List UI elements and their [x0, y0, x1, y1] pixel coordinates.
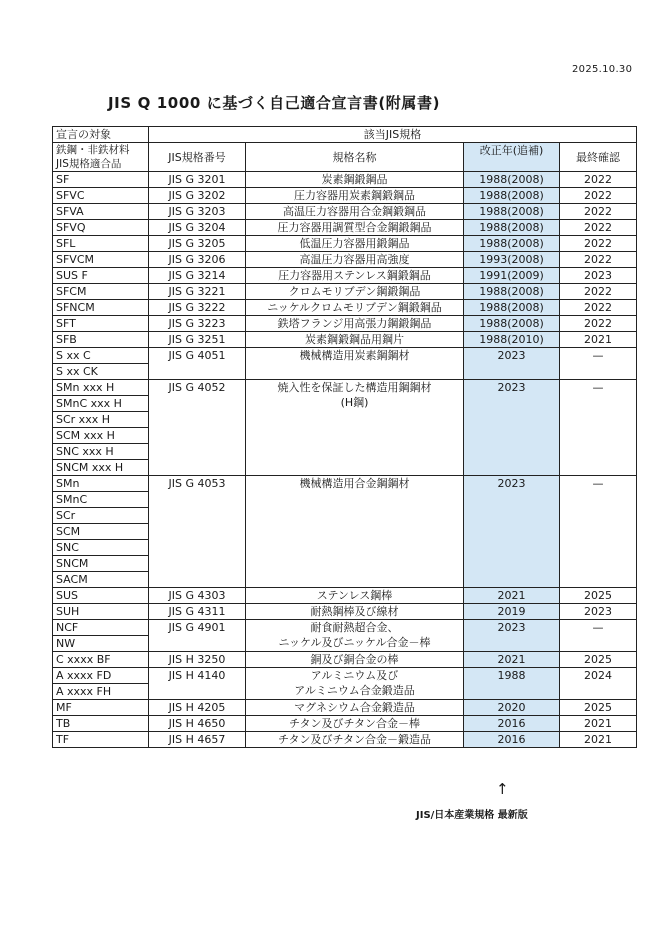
- material-designation: SNC xxx H: [53, 444, 149, 460]
- table-row: [53, 380, 637, 396]
- standard-name: [246, 172, 464, 188]
- standard-name-line: (H鋼): [340, 396, 369, 409]
- standard-name-line: 炭素鋼鍛鋼品: [321, 173, 388, 186]
- last-confirmed-year: 2022: [560, 204, 637, 220]
- standard-name-line: 圧力容器用炭素鋼鍛鋼品: [294, 189, 415, 202]
- last-confirmed-year: 2022: [560, 300, 637, 316]
- header-category-line2: JIS規格適合品: [56, 158, 122, 170]
- last-confirmed-year: 2024: [560, 668, 637, 700]
- standard-name: [246, 188, 464, 204]
- header-row-top: [53, 127, 637, 143]
- table-row: [53, 700, 637, 716]
- revision-year: 2016: [464, 732, 560, 748]
- standard-name: [246, 284, 464, 300]
- material-designation: TB: [53, 716, 149, 732]
- standard-name-line: 炭素鋼鍛鋼品用鋼片: [305, 333, 404, 346]
- jis-number: JIS H 4140: [149, 668, 246, 700]
- revision-year: 1988: [464, 668, 560, 700]
- last-confirmed-year: —: [560, 348, 637, 380]
- standard-name-line: ニッケルクロムモリブデン鋼鍛鋼品: [267, 301, 442, 314]
- header-object: 宣言の対象: [53, 127, 149, 143]
- material-designation: S xx CK: [53, 364, 149, 380]
- standard-name-line: 圧力容器用調質型合金鋼鍛鋼品: [277, 221, 432, 234]
- last-confirmed-year: 2022: [560, 252, 637, 268]
- jis-number: JIS G 3203: [149, 204, 246, 220]
- material-designation: SNCM: [53, 556, 149, 572]
- revision-year: 2023: [464, 348, 560, 380]
- table-row: [53, 476, 637, 492]
- standard-name: [246, 348, 464, 380]
- revision-year: 2023: [464, 620, 560, 652]
- revision-year: 1988(2008): [464, 316, 560, 332]
- standard-name: [246, 700, 464, 716]
- last-confirmed-year: 2022: [560, 316, 637, 332]
- jis-number: JIS G 4303: [149, 588, 246, 604]
- table-row: [53, 652, 637, 668]
- material-designation: SUS F: [53, 268, 149, 284]
- header-applicable-jis: 該当JIS規格: [149, 127, 637, 143]
- table-row: [53, 316, 637, 332]
- revision-year: 1991(2009): [464, 268, 560, 284]
- table-row: [53, 172, 637, 188]
- last-confirmed-year: —: [560, 476, 637, 588]
- table-row: [53, 716, 637, 732]
- standard-name: [246, 716, 464, 732]
- last-confirmed-year: 2021: [560, 332, 637, 348]
- jis-number: JIS G 3251: [149, 332, 246, 348]
- revision-year: 1988(2008): [464, 284, 560, 300]
- material-designation: SUH: [53, 604, 149, 620]
- standard-name: [246, 268, 464, 284]
- material-designation: TF: [53, 732, 149, 748]
- revision-year: 2016: [464, 716, 560, 732]
- material-designation: SCr: [53, 508, 149, 524]
- jis-number: JIS H 4657: [149, 732, 246, 748]
- table-row: [53, 300, 637, 316]
- standard-name-line: クロムモリブデン鋼鍛鋼品: [288, 285, 421, 298]
- jis-number: JIS G 3201: [149, 172, 246, 188]
- table-row: [53, 604, 637, 620]
- material-designation: MF: [53, 700, 149, 716]
- material-designation: SFVCM: [53, 252, 149, 268]
- material-designation: SCM: [53, 524, 149, 540]
- material-designation: SFB: [53, 332, 149, 348]
- header-revision-year: 改正年(追補): [464, 143, 560, 172]
- standard-name: [246, 204, 464, 220]
- header-row: [53, 143, 637, 172]
- standard-name-line: 鉄塔フランジ用高張力鋼鍛鋼品: [277, 317, 432, 330]
- material-designation: SCr xxx H: [53, 412, 149, 428]
- material-designation: SFVC: [53, 188, 149, 204]
- jis-standards-table: [52, 126, 637, 748]
- standard-name-line: ニッケル及びニッケル合金－棒: [278, 636, 431, 649]
- material-designation: SMn xxx H: [53, 380, 149, 396]
- last-confirmed-year: 2025: [560, 652, 637, 668]
- standard-name-line: マグネシウム合金鍛造品: [294, 701, 415, 714]
- jis-number: JIS G 4311: [149, 604, 246, 620]
- last-confirmed-year: 2021: [560, 732, 637, 748]
- table-row: [53, 732, 637, 748]
- material-designation: SFNCM: [53, 300, 149, 316]
- material-designation: SACM: [53, 572, 149, 588]
- jis-number: JIS G 4052: [149, 380, 246, 476]
- material-designation: A xxxx FH: [53, 684, 149, 700]
- last-confirmed-year: 2022: [560, 284, 637, 300]
- table-row: [53, 588, 637, 604]
- last-confirmed-year: 2022: [560, 172, 637, 188]
- standard-name: [246, 604, 464, 620]
- jis-number: JIS G 3221: [149, 284, 246, 300]
- last-confirmed-year: 2025: [560, 700, 637, 716]
- revision-year: 2023: [464, 380, 560, 476]
- revision-year: 2023: [464, 476, 560, 588]
- standard-name: [246, 668, 464, 700]
- standard-name-line: 低温圧力容器用鍛鋼品: [299, 237, 410, 250]
- material-designation: SFVQ: [53, 220, 149, 236]
- standard-name-line: 高温圧力容器用合金鋼鍛鋼品: [283, 205, 426, 218]
- revision-year: 2021: [464, 588, 560, 604]
- standard-name-line: 圧力容器用ステンレス鋼鍛鋼品: [278, 269, 431, 282]
- revision-year: 2021: [464, 652, 560, 668]
- standard-name-line: 耐熱鋼棒及び線材: [310, 605, 399, 618]
- jis-number: JIS G 3206: [149, 252, 246, 268]
- last-confirmed-year: 2022: [560, 220, 637, 236]
- standard-name: [246, 316, 464, 332]
- revision-year: 2019: [464, 604, 560, 620]
- header-category: [53, 143, 149, 172]
- footnote: JIS/日本産業規格 最新版: [416, 810, 528, 821]
- standard-name-line: 焼入性を保証した構造用鋼鋼材: [277, 381, 432, 394]
- table-row: [53, 284, 637, 300]
- jis-number: JIS G 4051: [149, 348, 246, 380]
- material-designation: NW: [53, 636, 149, 652]
- jis-number: JIS H 4205: [149, 700, 246, 716]
- table-row: [53, 236, 637, 252]
- material-designation: SF: [53, 172, 149, 188]
- header-last-confirmed: 最終確認: [560, 143, 637, 172]
- jis-number: JIS G 3214: [149, 268, 246, 284]
- material-designation: SFT: [53, 316, 149, 332]
- revision-year: 1988(2008): [464, 236, 560, 252]
- issue-date: 2025.10.30: [572, 64, 633, 75]
- jis-number: JIS G 3202: [149, 188, 246, 204]
- last-confirmed-year: —: [560, 620, 637, 652]
- standard-name: [246, 220, 464, 236]
- material-designation: SFL: [53, 236, 149, 252]
- table-row: [53, 220, 637, 236]
- table-row: [53, 332, 637, 348]
- header-std-number: JIS規格番号: [149, 143, 246, 172]
- table-row: [53, 268, 637, 284]
- material-designation: SCM xxx H: [53, 428, 149, 444]
- table-row: [53, 620, 637, 636]
- material-designation: SFCM: [53, 284, 149, 300]
- material-designation: C xxxx BF: [53, 652, 149, 668]
- last-confirmed-year: 2023: [560, 268, 637, 284]
- standard-name-line: 高温圧力容器用高強度: [299, 253, 410, 266]
- material-designation: SMnC: [53, 492, 149, 508]
- revision-year: 1988(2008): [464, 300, 560, 316]
- standard-name: [246, 652, 464, 668]
- last-confirmed-year: 2023: [560, 604, 637, 620]
- standard-name: [246, 588, 464, 604]
- jis-number: JIS H 3250: [149, 652, 246, 668]
- jis-number: JIS G 3223: [149, 316, 246, 332]
- material-designation: NCF: [53, 620, 149, 636]
- table-row: [53, 188, 637, 204]
- standard-name: [246, 476, 464, 588]
- standard-name: [246, 620, 464, 652]
- revision-year: 1993(2008): [464, 252, 560, 268]
- revision-year: 1988(2008): [464, 204, 560, 220]
- standard-name-line: 機械構造用炭素鋼鋼材: [299, 349, 410, 362]
- arrow-up-icon: ↑: [496, 780, 509, 798]
- standard-name-line: チタン及びチタン合金－棒: [289, 717, 420, 730]
- revision-year: 1988(2008): [464, 220, 560, 236]
- material-designation: S xx C: [53, 348, 149, 364]
- standard-name: [246, 732, 464, 748]
- material-designation: A xxxx FD: [53, 668, 149, 684]
- material-designation: SNC: [53, 540, 149, 556]
- jis-number: JIS G 3222: [149, 300, 246, 316]
- page-title: JIS Q 1000 に基づく自己適合宣言書(附属書): [108, 94, 441, 112]
- material-designation: SFVA: [53, 204, 149, 220]
- last-confirmed-year: 2022: [560, 236, 637, 252]
- standard-name-line: チタン及びチタン合金－鍛造品: [278, 733, 431, 746]
- jis-number: JIS G 3204: [149, 220, 246, 236]
- standard-name: [246, 252, 464, 268]
- header-std-name: 規格名称: [246, 143, 464, 172]
- last-confirmed-year: 2025: [560, 588, 637, 604]
- standard-name: [246, 380, 464, 476]
- revision-year: 1988(2008): [464, 188, 560, 204]
- last-confirmed-year: —: [560, 380, 637, 476]
- last-confirmed-year: 2021: [560, 716, 637, 732]
- standard-name-line: アルミニウム及び: [310, 669, 399, 682]
- jis-number: JIS G 4901: [149, 620, 246, 652]
- table-row: [53, 668, 637, 684]
- standard-name-line: ステンレス鋼棒: [316, 589, 393, 602]
- table-row: [53, 252, 637, 268]
- material-designation: SMnC xxx H: [53, 396, 149, 412]
- standard-name-line: 機械構造用合金鋼鋼材: [299, 477, 410, 490]
- material-designation: SMn: [53, 476, 149, 492]
- revision-year: 2020: [464, 700, 560, 716]
- standard-name: [246, 332, 464, 348]
- material-designation: SUS: [53, 588, 149, 604]
- table-row: [53, 204, 637, 220]
- standard-name-line: 銅及び銅合金の棒: [310, 653, 399, 666]
- standard-name: [246, 236, 464, 252]
- revision-year: 1988(2008): [464, 172, 560, 188]
- standard-name: [246, 300, 464, 316]
- table-row: [53, 348, 637, 364]
- jis-number: JIS G 3205: [149, 236, 246, 252]
- material-designation: SNCM xxx H: [53, 460, 149, 476]
- header-category-line1: 鉄鋼・非鉄材料: [56, 144, 130, 156]
- standard-name-line: 耐食耐熱超合金、: [310, 621, 399, 634]
- jis-number: JIS H 4650: [149, 716, 246, 732]
- jis-number: JIS G 4053: [149, 476, 246, 588]
- standard-name-line: アルミニウム合金鍛造品: [294, 684, 415, 697]
- revision-year: 1988(2010): [464, 332, 560, 348]
- last-confirmed-year: 2022: [560, 188, 637, 204]
